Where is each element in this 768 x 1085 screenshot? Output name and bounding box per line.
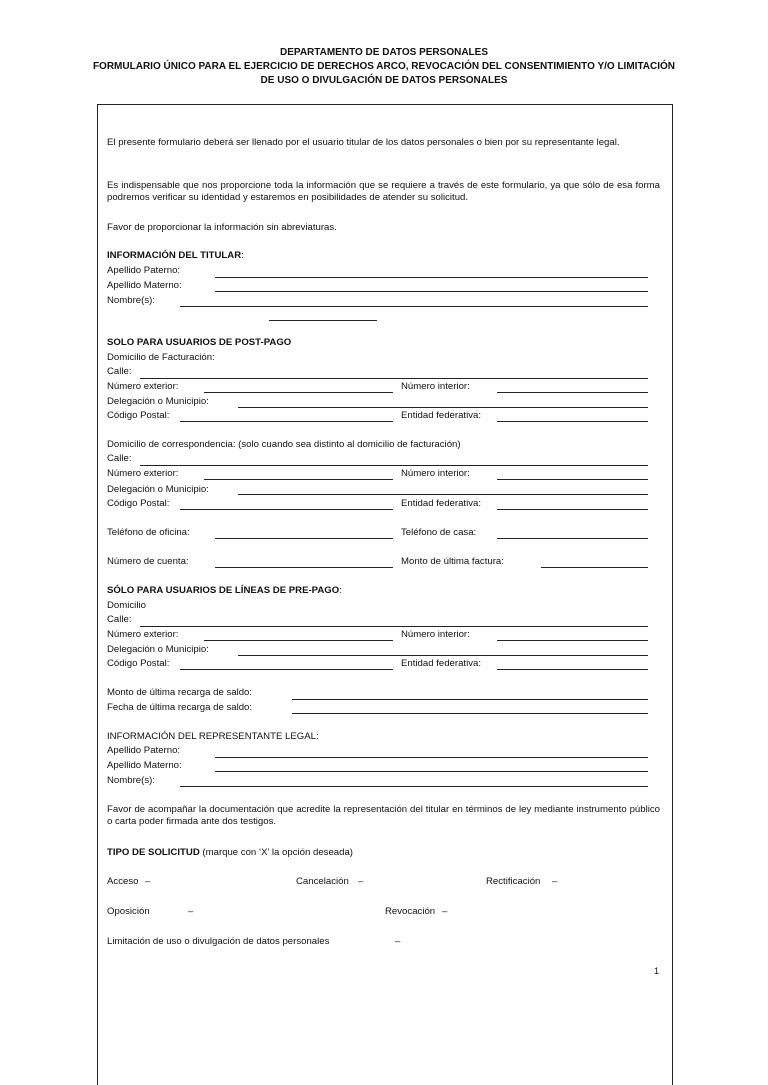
monto-recarga-label: Monto de última recarga de saldo: xyxy=(107,687,253,698)
representante-nota: Favor de acompañar la documentación que acredite la representación del titular en términos de ley mediante instrumento público o carta poder firmada ante dos testigos. xyxy=(107,804,660,827)
option-oposicion-label: Oposición xyxy=(107,906,150,917)
form-title: FORMULARIO ÚNICO PARA EL EJERCICIO DE DERECHOS ARCO, REVOCACIÓN DEL CONSENTIMIENTO Y/O LIMITACIÓN xyxy=(92,61,676,72)
correspondencia-codigo-postal-label: Código Postal: xyxy=(107,498,170,509)
representante-apellido-paterno-field[interactable] xyxy=(215,757,648,758)
representante-apellido-materno-field[interactable] xyxy=(215,771,648,772)
correspondencia-entidad-field[interactable] xyxy=(497,509,648,510)
representante-apellido-materno-label: Apellido Materno: xyxy=(107,760,182,771)
monto-factura-field[interactable] xyxy=(541,567,648,568)
intro-paragraph-3: Favor de proporcionar la información sin abreviaturas. xyxy=(107,222,337,233)
prepago-calle-field[interactable] xyxy=(140,626,648,627)
prepago-codigo-postal-field[interactable] xyxy=(180,669,393,670)
prepago-domicilio-label: Domicilio xyxy=(107,600,146,611)
titular-apellido-paterno-field[interactable] xyxy=(215,277,648,278)
option-oposicion-mark[interactable]: – xyxy=(188,906,194,917)
prepago-numero-exterior-label: Número exterior: xyxy=(107,629,179,640)
option-rectificacion-mark[interactable]: – xyxy=(552,876,558,887)
titular-nombre-label: Nombre(s): xyxy=(107,295,155,306)
postpago-heading: SOLO PARA USUARIOS DE POST-PAGO xyxy=(107,337,292,348)
prepago-numero-exterior-field[interactable] xyxy=(204,640,393,641)
postpago-delegacion-label: Delegación o Municipio: xyxy=(107,396,209,407)
postpago-numero-exterior-field[interactable] xyxy=(204,392,393,393)
prepago-calle-label: Calle: xyxy=(107,614,132,625)
postpago-codigo-postal-label: Código Postal: xyxy=(107,410,170,421)
prepago-numero-interior-label: Número interior: xyxy=(401,629,470,640)
correspondencia-delegacion-field[interactable] xyxy=(238,494,648,495)
monto-recarga-field[interactable] xyxy=(292,699,648,700)
numero-cuenta-field[interactable] xyxy=(215,567,393,568)
form-department-title: DEPARTAMENTO DE DATOS PERSONALES xyxy=(280,47,488,58)
domicilio-correspondencia-label: Domicilio de correspondencia: (solo cuando sea distinto al domicilio de facturación) xyxy=(107,439,461,450)
option-limitacion-mark[interactable]: – xyxy=(395,936,401,947)
postpago-numero-interior-field[interactable] xyxy=(497,392,648,393)
telefono-oficina-field[interactable] xyxy=(215,538,393,539)
titular-apellido-materno-field[interactable] xyxy=(215,291,648,292)
representante-apellido-paterno-label: Apellido Paterno: xyxy=(107,745,181,756)
prepago-numero-interior-field[interactable] xyxy=(497,640,648,641)
solicitud-heading: TIPO DE SOLICITUD (marque con ‘X’ la opción deseada) xyxy=(107,847,353,858)
form-title-continued: DE USO O DIVULGACIÓN DE DATOS PERSONALES xyxy=(260,75,508,86)
numero-cuenta-label: Número de cuenta: xyxy=(107,556,189,567)
correspondencia-calle-field[interactable] xyxy=(140,465,648,466)
prepago-codigo-postal-label: Código Postal: xyxy=(107,658,170,669)
prepago-delegacion-label: Delegación o Municipio: xyxy=(107,644,209,655)
representante-heading: INFORMACIÓN DEL REPRESENTANTE LEGAL: xyxy=(107,731,319,742)
monto-factura-label: Monto de última factura: xyxy=(401,556,504,567)
correspondencia-numero-interior-label: Número interior: xyxy=(401,468,470,479)
representante-nombre-field[interactable] xyxy=(180,786,648,787)
option-limitacion-label: Limitación de uso o divulgación de datos personales xyxy=(107,936,330,947)
correspondencia-codigo-postal-field[interactable] xyxy=(180,509,393,510)
titular-nombre-field-continued[interactable] xyxy=(269,320,377,321)
postpago-calle-label: Calle: xyxy=(107,366,132,377)
prepago-heading: SÓLO PARA USUARIOS DE LÍNEAS DE PRE-PAGO: xyxy=(107,585,342,596)
option-acceso-label: Acceso xyxy=(107,876,139,887)
fecha-recarga-label: Fecha de última recarga de saldo: xyxy=(107,702,253,713)
option-rectificacion-label: Rectificación xyxy=(486,876,541,887)
intro-paragraph-1: El presente formulario deberá ser llenado por el usuario titular de los datos personales o bien por su representante legal. xyxy=(107,137,620,148)
postpago-codigo-postal-field[interactable] xyxy=(180,421,393,422)
correspondencia-numero-exterior-field[interactable] xyxy=(204,479,393,480)
prepago-delegacion-field[interactable] xyxy=(238,655,648,656)
telefono-casa-field[interactable] xyxy=(497,538,648,539)
fecha-recarga-field[interactable] xyxy=(292,713,648,714)
option-revocacion-label: Revocación xyxy=(385,906,436,917)
postpago-entidad-field[interactable] xyxy=(497,421,648,422)
postpago-numero-exterior-label: Número exterior: xyxy=(107,381,179,392)
option-cancelacion-label: Cancelación xyxy=(296,876,349,887)
titular-nombre-field[interactable] xyxy=(180,306,648,307)
postpago-calle-field[interactable] xyxy=(140,378,648,379)
prepago-entidad-field[interactable] xyxy=(497,669,648,670)
titular-apellido-paterno-label: Apellido Paterno: xyxy=(107,265,181,276)
correspondencia-calle-label: Calle: xyxy=(107,453,132,464)
postpago-entidad-label: Entidad federativa: xyxy=(401,410,482,421)
postpago-delegacion-field[interactable] xyxy=(238,407,648,408)
telefono-casa-label: Teléfono de casa: xyxy=(401,527,477,538)
correspondencia-numero-exterior-label: Número exterior: xyxy=(107,468,179,479)
correspondencia-numero-interior-field[interactable] xyxy=(497,479,648,480)
representante-nombre-label: Nombre(s): xyxy=(107,775,155,786)
option-cancelacion-mark[interactable]: – xyxy=(358,876,364,887)
postpago-numero-interior-label: Número interior: xyxy=(401,381,470,392)
domicilio-facturacion-label: Domicilio de Facturación: xyxy=(107,352,215,363)
titular-apellido-materno-label: Apellido Materno: xyxy=(107,280,182,291)
intro-paragraph-2: Es indispensable que nos proporcione toda la información que se requiere a través de este formulario, ya que sólo de esa forma podremos verificar su identidad y estaremos en posibilidades de atender su solicitud. xyxy=(107,180,660,203)
titular-heading: INFORMACIÓN DEL TITULAR: xyxy=(107,250,244,261)
telefono-oficina-label: Teléfono de oficina: xyxy=(107,527,190,538)
option-revocacion-mark[interactable]: – xyxy=(442,906,448,917)
page-number: 1 xyxy=(654,966,660,976)
prepago-entidad-label: Entidad federativa: xyxy=(401,658,482,669)
correspondencia-delegacion-label: Delegación o Municipio: xyxy=(107,484,209,495)
correspondencia-entidad-label: Entidad federativa: xyxy=(401,498,482,509)
option-acceso-mark[interactable]: – xyxy=(145,876,151,887)
